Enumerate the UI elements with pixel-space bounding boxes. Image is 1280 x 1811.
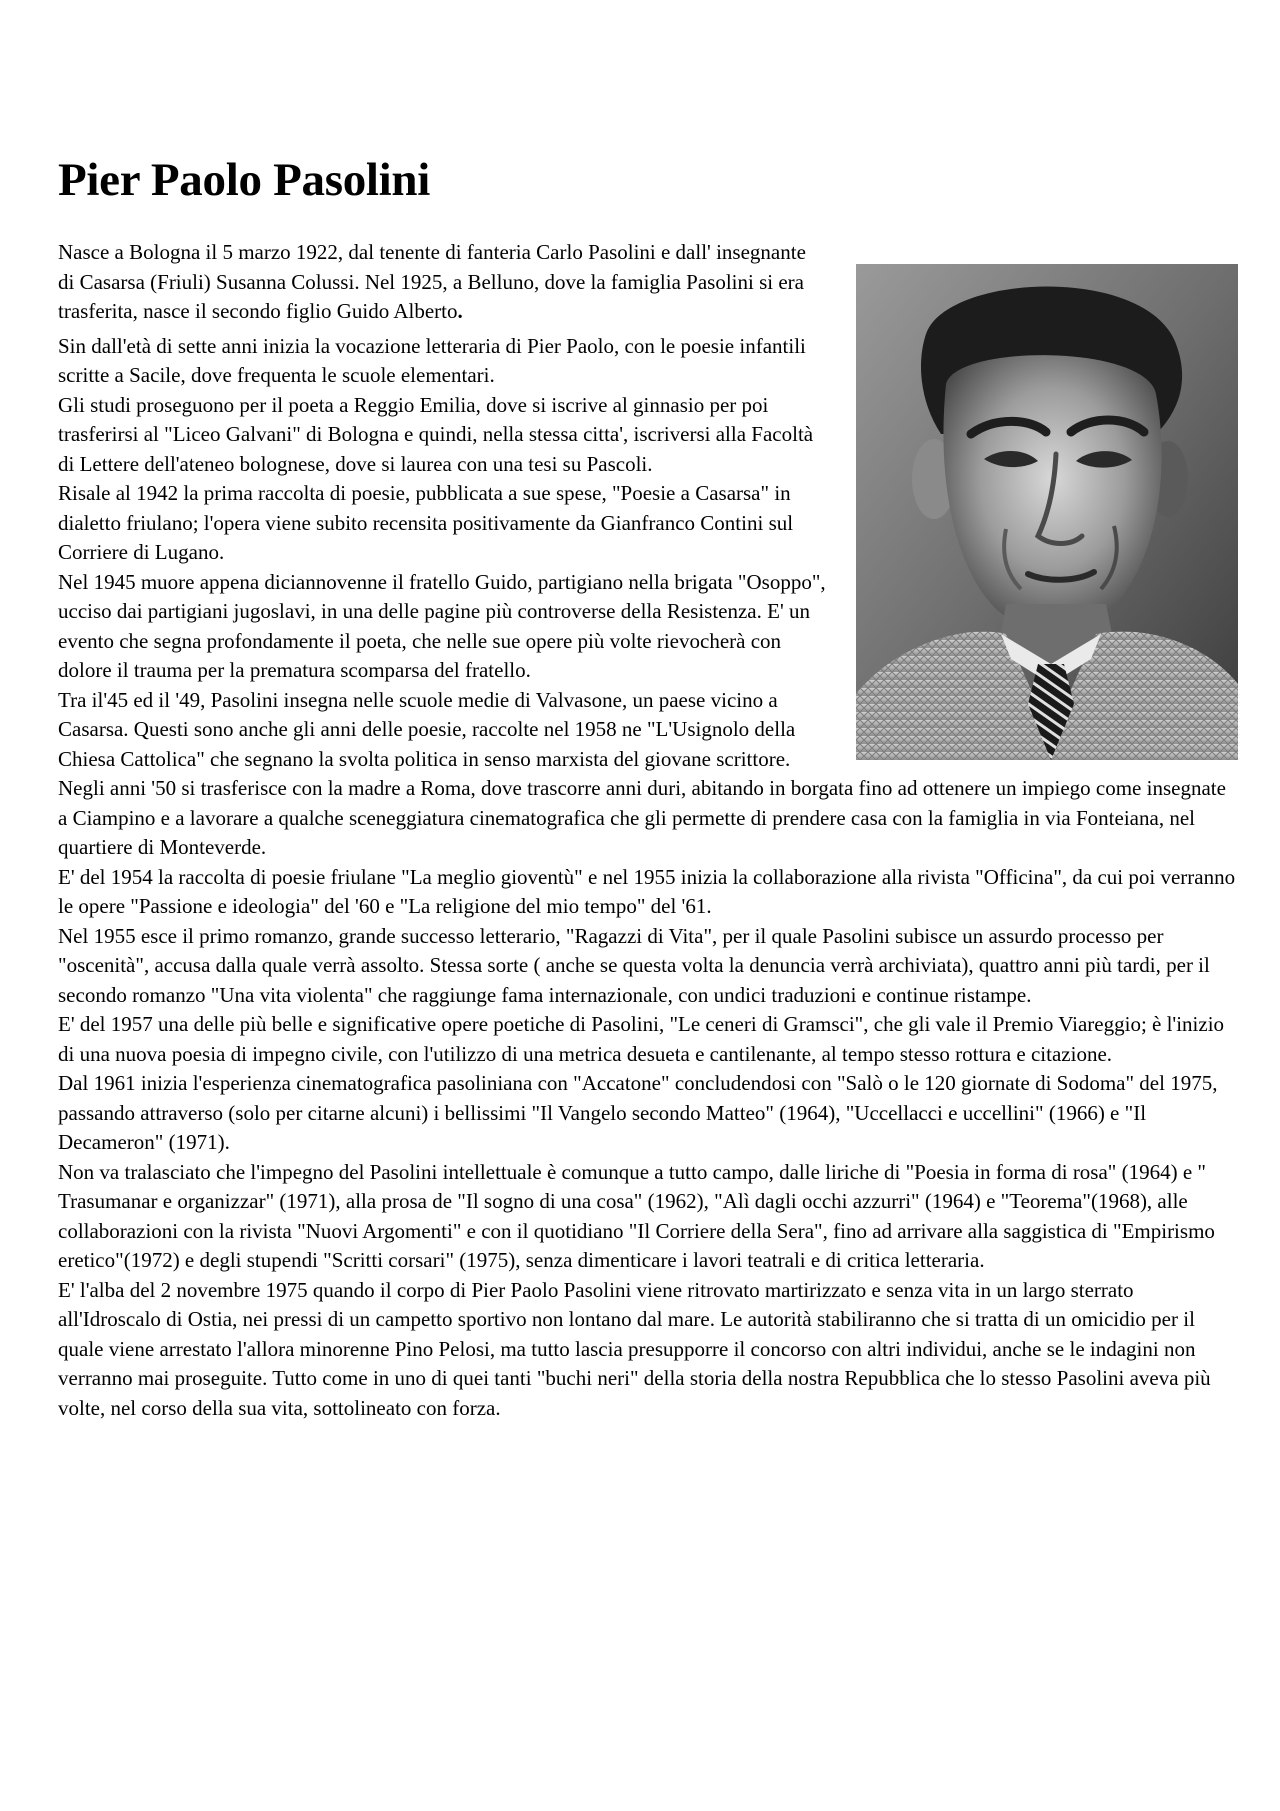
page-title: Pier Paolo Pasolini: [58, 154, 431, 206]
paragraph-4: Nel 1945 muore appena diciannovenne il fratello Guido, partigiano nella brigata "Osoppo", ucciso dai partigiani jugoslavi, in una delle pagine più controverse della Resistenza. E' un evento che segna profondamente il poeta, che nelle sue opere più volte rievocherà con dolore il trauma per la prematura scomparsa del fratello.: [58, 569, 826, 682]
paragraph-6: Negli anni '50 si trasferisce con la madre a Roma, dove trascorre anni duri, abitando in borgata fino ad ottenere un impiego come insegnate a Ciampino e a lavorare a qualche sceneggiatura cinematografica che gli permette di prendere casa con la famiglia in via Fonteiana, nel quartiere di Monteverde.: [58, 776, 1226, 859]
paragraph-9: E' del 1957 una delle più belle e significative opere poetiche di Pasolini, "Le ceneri di Gramsci", che gli vale il Premio Viareggio; è l'inizio di una nuova poesia di impegno civile, con l'utilizzo di una metrica desueta e cantilenante, al tempo stesso rottura e citazione.: [58, 1012, 1225, 1066]
paragraph-8: Nel 1955 esce il primo romanzo, grande successo letterario, "Ragazzi di Vita", per il quale Pasolini subisce un assurdo processo per "oscenità", accusa dalla quale verrà assolto. Stessa sorte ( anche se questa volta la denuncia verrà archiviata), quattro anni più tardi, per il secondo romanzo "Una vita violenta" che raggiunge fama internazionale, con undici traduzioni e continue ristampe.: [58, 923, 1210, 1007]
paragraph-3: Risale al 1942 la prima raccolta di poesie, pubblicata a sue spese, "Poesie a Casarsa" in dialetto friulano; l'opera viene subito recensita positivamente da Gianfranco Contini sul Corriere di Lugano.: [58, 481, 794, 564]
intro-text: Nasce a Bologna il 5 marzo 1922, dal tenente di fanteria Carlo Pasolini e dall' insegnante di Casarsa (Friuli) Susanna Colussi. Nel 1925, a Belluno, dove la famiglia Pasolini si era trasferita, nasce il secondo figlio Guido Alberto: [58, 240, 806, 323]
paragraph-2: Gli studi proseguono per il poeta a Reggio Emilia, dove si iscrive al ginnasio per poi trasferirsi al "Liceo Galvani" di Bologna e quindi, nella stessa citta', iscriversi alla Facoltà di Lettere dell'ateneo bolognese, dove si laurea con una tesi su Pascoli.: [58, 392, 814, 476]
paragraph-7: E' del 1954 la raccolta di poesie friulane "La meglio gioventù" e nel 1955 inizia la collaborazione alla rivista "Officina", da cui poi verranno le opere "Passione e ideologia" del '60 e "La religione del mio tempo" del '61.: [58, 864, 1236, 918]
paragraph-12: E' l'alba del 2 novembre 1975 quando il corpo di Pier Paolo Pasolini viene ritrovato martirizzato e senza vita in un largo sterrato all'Idroscalo di Ostia, nei pressi di un campetto sportivo non lontano dal mare. Le autorità stabiliranno che si tratta di un omicidio per il quale viene arrestato l'allora minorenne Pino Pelosi, ma tutto lascia presupporre il concorso con altri individui, anche se le indagini non verranno mai proseguite. Tutto come in uno di quei tanti "buchi neri" della storia della nostra Repubblica che lo stesso Pasolini aveva più volte, nel corso della sua vita, sottolineato con forza.: [58, 1277, 1211, 1420]
intro-end: .: [457, 299, 463, 323]
paragraph-10: Dal 1961 inizia l'esperienza cinematografica pasoliniana con "Accatone" concludendosi con "Salò o le 120 giornate di Sodoma" del 1975, passando attraverso (solo per citarne alcuni) i bellissimi "Il Vangelo secondo Matteo" (1964), "Uccellacci e uccellini" (1966) e "Il Decameron" (1971).: [58, 1071, 1218, 1154]
paragraph-1: Sin dall'età di sette anni inizia la vocazione letteraria di Pier Paolo, con le poesie infantili scritte a Sacile, dove frequenta le scuole elementari.: [58, 333, 806, 387]
paragraph-11: Non va tralasciato che l'impegno del Pasolini intellettuale è comunque a tutto campo, dalle liriche di "Poesia in forma di rosa" (1964) e " Trasumanar e organizzar" (1971), alla prosa de "Il sogno di una cosa" (1962), "Alì dagli occhi azzurri" (1964) e "Teorema"(1968), alle collaborazioni con la rivista "Nuovi Argomenti" e con il quotidiano "Il Corriere della Sera", fino ad arrivare alla saggistica di "Empirismo eretico"(1972) e degli stupendi "Scritti corsari" (1975), senza dimenticare i lavori teatrali e di critica letteraria.: [58, 1159, 1215, 1272]
document-page: [58, 150, 1238, 1423]
paragraph-5: Tra il'45 ed il '49, Pasolini insegna nelle scuole medie di Valvasone, un paese vicino a Casarsa. Questi sono anche gli anni delle poesie, raccolte nel 1958 ne "L'Usignolo della Chiesa Cattolica" che segnano la svolta politica in senso marxista del giovane scrittore.: [58, 687, 796, 771]
portrait-image: [856, 264, 1238, 760]
portrait-photo: [856, 264, 1238, 760]
